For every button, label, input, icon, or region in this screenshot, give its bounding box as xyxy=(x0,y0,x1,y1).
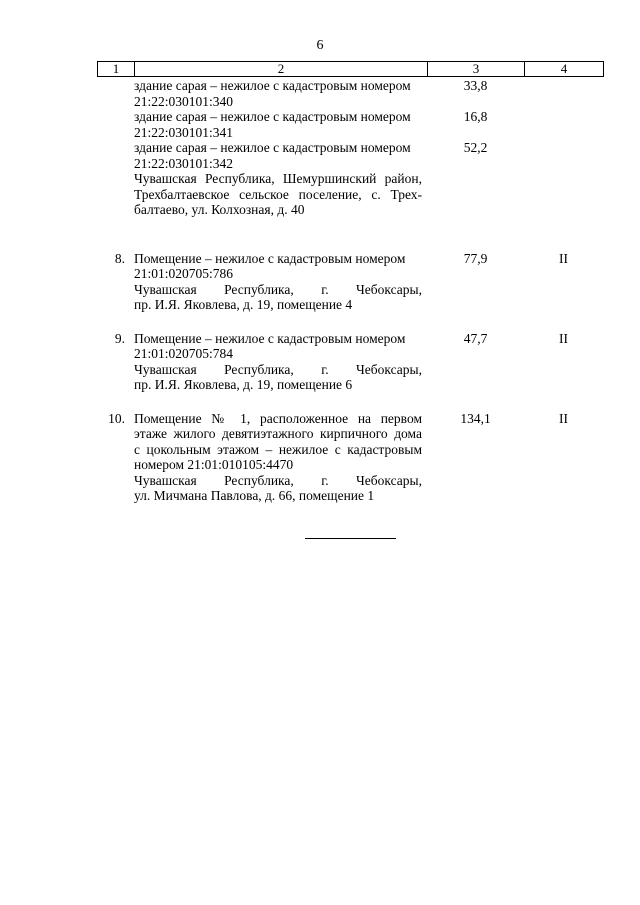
column-header-2: 2 xyxy=(135,62,428,77)
table-row xyxy=(97,331,603,393)
description-line: 21:22:030101:341 xyxy=(134,124,234,140)
category-value: II xyxy=(559,330,568,346)
description-line: 21:01:020705:784 xyxy=(134,346,234,361)
description-line: Чувашская Республика, г. Чебоксары, xyxy=(134,472,422,488)
description xyxy=(134,331,422,393)
description-line: пр. И.Я. Яковлева, д. 19, помещение 6 xyxy=(134,377,353,392)
row-number: 9. xyxy=(114,330,125,346)
area-value: 47,7 xyxy=(463,330,488,346)
category-value: II xyxy=(559,250,568,266)
column-header-4: 4 xyxy=(525,62,604,77)
description-line: 21:22:030101:342 xyxy=(134,155,234,171)
address-line: Чувашская Республика, Шемуршинский район, xyxy=(134,171,422,186)
description-line: здание сарая – нежилое с кадастровым номером xyxy=(134,109,411,124)
description-line: этаже жилого девятиэтажного кирпичного дома xyxy=(134,426,422,441)
description-line: Помещение № 1, расположенное на первом xyxy=(134,410,422,426)
description xyxy=(134,251,422,313)
description xyxy=(134,78,422,109)
description-line: ул. Мичмана Павлова, д. 66, помещение 1 xyxy=(134,488,375,503)
shed-item xyxy=(97,109,603,140)
table-row xyxy=(97,251,603,313)
table-row-continuation xyxy=(97,78,603,218)
address-line: Трехбалтаевское сельское поселение, с. Трех- xyxy=(134,186,422,202)
shed-item xyxy=(97,140,603,171)
address xyxy=(134,171,422,218)
description-line: Помещение – нежилое с кадастровым номером xyxy=(134,330,406,346)
table-body xyxy=(97,78,603,504)
row-number: 10. xyxy=(108,410,125,426)
table-row xyxy=(97,411,603,504)
column-header-3: 3 xyxy=(428,62,525,77)
row-number: 8. xyxy=(114,250,125,266)
address-line: балтаево, ул. Колхозная, д. 40 xyxy=(134,202,305,217)
shed-item xyxy=(97,78,603,109)
area-value: 77,9 xyxy=(463,250,488,266)
category-value: II xyxy=(559,410,568,426)
table-header-row xyxy=(98,62,604,77)
description-line: 21:01:020705:786 xyxy=(134,266,234,281)
description-line: Помещение – нежилое с кадастровым номером xyxy=(134,250,406,266)
page-number: 6 xyxy=(316,38,324,53)
area-value: 134,1 xyxy=(460,410,491,426)
description-line: номером 21:01:010105:4470 xyxy=(134,457,294,472)
area-value: 52,2 xyxy=(463,140,488,155)
description xyxy=(134,140,422,171)
description-line: Чувашская Республика, г. Чебоксары, xyxy=(134,281,422,297)
description-line: с цокольным этажом – нежилое с кадастровым xyxy=(134,441,422,457)
description xyxy=(134,411,422,504)
description-line: здание сарая – нежилое с кадастровым номером xyxy=(134,140,411,155)
description-line: здание сарая – нежилое с кадастровым номером xyxy=(134,78,411,93)
description-line: пр. И.Я. Яковлева, д. 19, помещение 4 xyxy=(134,297,353,312)
table-header xyxy=(97,61,604,77)
description xyxy=(134,109,422,140)
closing-divider xyxy=(305,538,396,539)
description-line: 21:22:030101:340 xyxy=(134,93,234,109)
area-value: 33,8 xyxy=(463,78,488,93)
area-value: 16,8 xyxy=(463,109,488,124)
description-line: Чувашская Республика, г. Чебоксары, xyxy=(134,361,422,377)
column-header-1: 1 xyxy=(98,62,135,77)
